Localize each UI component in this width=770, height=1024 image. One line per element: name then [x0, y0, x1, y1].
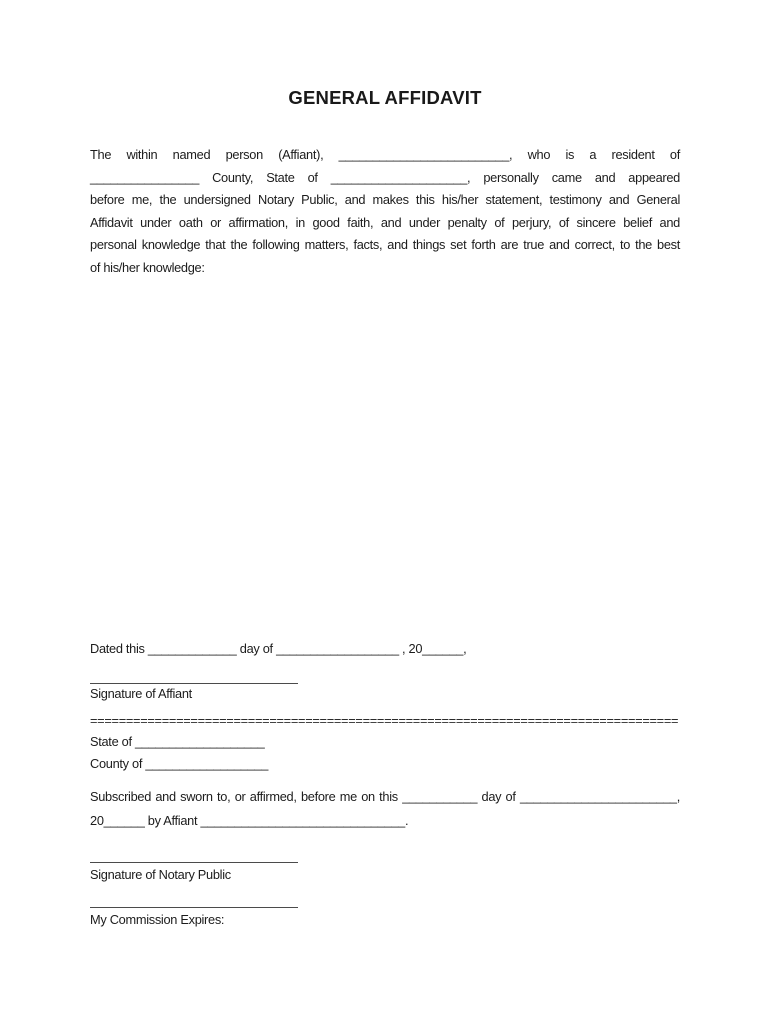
document-title: GENERAL AFFIDAVIT — [288, 87, 482, 108]
affiant-signature-label: Signature of Affiant — [90, 686, 192, 701]
notary-signature-rule — [90, 862, 298, 863]
state-line: State of ___________________ — [90, 734, 265, 749]
intro-line: The within named person (Affiant), _________________________, who is a resident of — [90, 147, 680, 162]
notary-statement — [90, 785, 680, 832]
intro-line: Affidavit under oath or affirmation, in good faith, and under penalty of perjury, of sincere belief and — [90, 214, 680, 230]
intro-paragraph — [90, 144, 680, 279]
intro-line: personal knowledge that the following matters, facts, and things set forth are true and correct, to the best — [90, 237, 680, 252]
intro-line: of his/her knowledge: — [90, 259, 205, 275]
intro-line: ________________ County, State of ____________________, personally came and appeared — [90, 169, 680, 185]
county-line: County of __________________ — [90, 756, 269, 771]
dated-line: Dated this _____________ day of __________________ , 20______, — [90, 641, 467, 656]
notary-signature-label: Signature of Notary Public — [90, 867, 231, 882]
section-divider: ================================================================================== — [90, 713, 679, 728]
commission-label: My Commission Expires: — [90, 912, 225, 927]
notary-statement-line: 20______ by Affiant ______________________________. — [90, 812, 409, 828]
intro-line: before me, the undersigned Notary Public, and makes this his/her statement, testimony and General — [90, 192, 680, 207]
commission-rule — [90, 907, 298, 908]
notary-statement-line: Subscribed and sworn to, or affirmed, before me on this ___________ day of _______________________, — [90, 789, 680, 804]
